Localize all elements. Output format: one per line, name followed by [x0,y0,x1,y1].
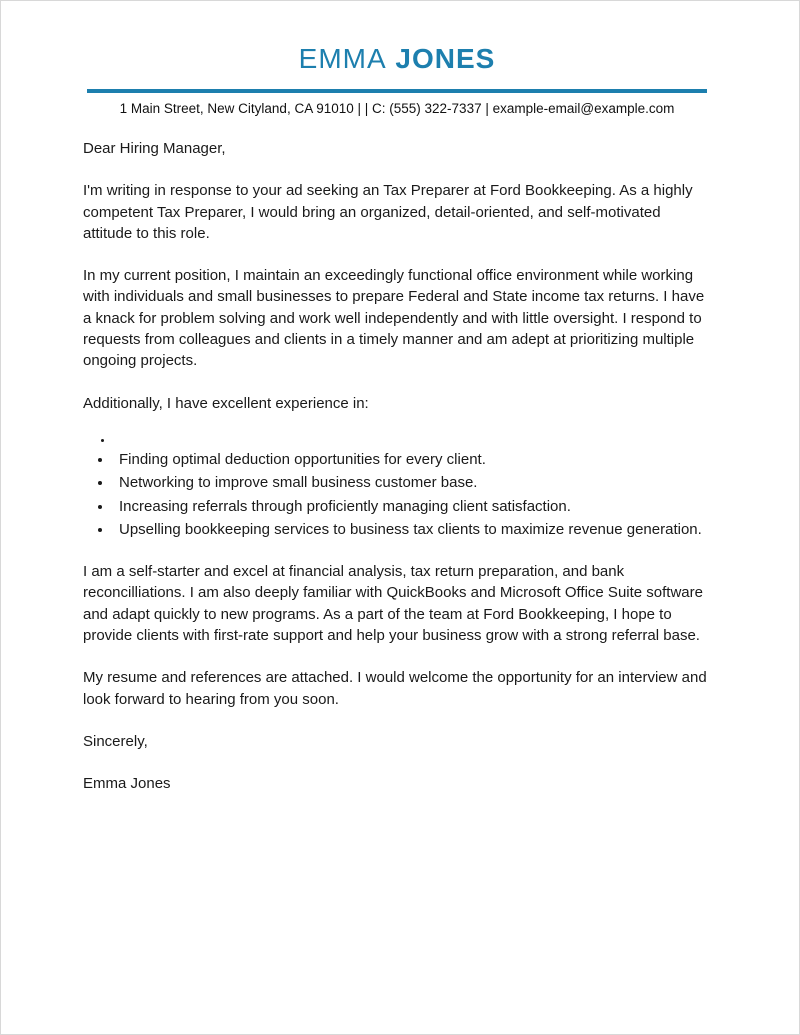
signoff: Sincerely, [83,732,148,750]
signature-name: Emma Jones [83,775,171,793]
experience-list-item: • Increasing referrals through proficiently managing client satisfaction. [113,496,711,517]
experience-list [83,435,711,540]
letter-body [83,138,711,795]
contact-line: 1 Main Street, New Cityland, CA 91010 | | C: (555) 322-7337 | example-email@example.com [119,101,675,116]
applicant-first-name: EMMA [298,43,387,74]
experience-list-item: • Networking to improve small business customer base. [113,472,711,493]
paragraph-current-position: In my current position, I maintain an exceedingly functional office environment while working with individuals and small businesses to prepare Federal and State income tax returns. I have a knack for problem solving and work well independently and with little oversight. I respond to requests from colleagues and clients in a timely manner and am adept at prioritizing multiple ongoing projects. [83,267,705,370]
letter-content [1,1,799,795]
applicant-name [83,43,711,75]
header-divider [87,89,707,93]
paragraph-closing: My resume and references are attached. I would welcome the opportunity for an interview and look forward to hearing from you soon. [83,669,707,708]
experience-list-item: • Upselling bookkeeping services to business tax clients to maximize revenue generation. [113,519,711,540]
salutation: Dear Hiring Manager, [83,140,226,157]
paragraph-skills: I am a self-starter and excel at financial analysis, tax return preparation, and bank reconcilliations. I am also deeply familiar with QuickBooks and Microsoft Office Suite software and adapt quickly to new programs. As a part of the team at Ford Bookkeeping, I hope to provide clients with first-rate support and help your business grow with a strong referral base. [83,563,703,645]
paragraph-intro: I'm writing in response to your ad seeking an Tax Preparer at Ford Bookkeeping. As a highly competent Tax Preparer, I would bring an organized, detail-oriented, and self-motivated attitude to this role. [83,182,693,242]
experience-list-item [113,435,711,447]
experience-list-intro: Additionally, I have excellent experience in: [83,394,369,412]
experience-list-item: • Finding optimal deduction opportunities for every client. [113,449,711,470]
applicant-last-name: JONES [395,43,496,74]
